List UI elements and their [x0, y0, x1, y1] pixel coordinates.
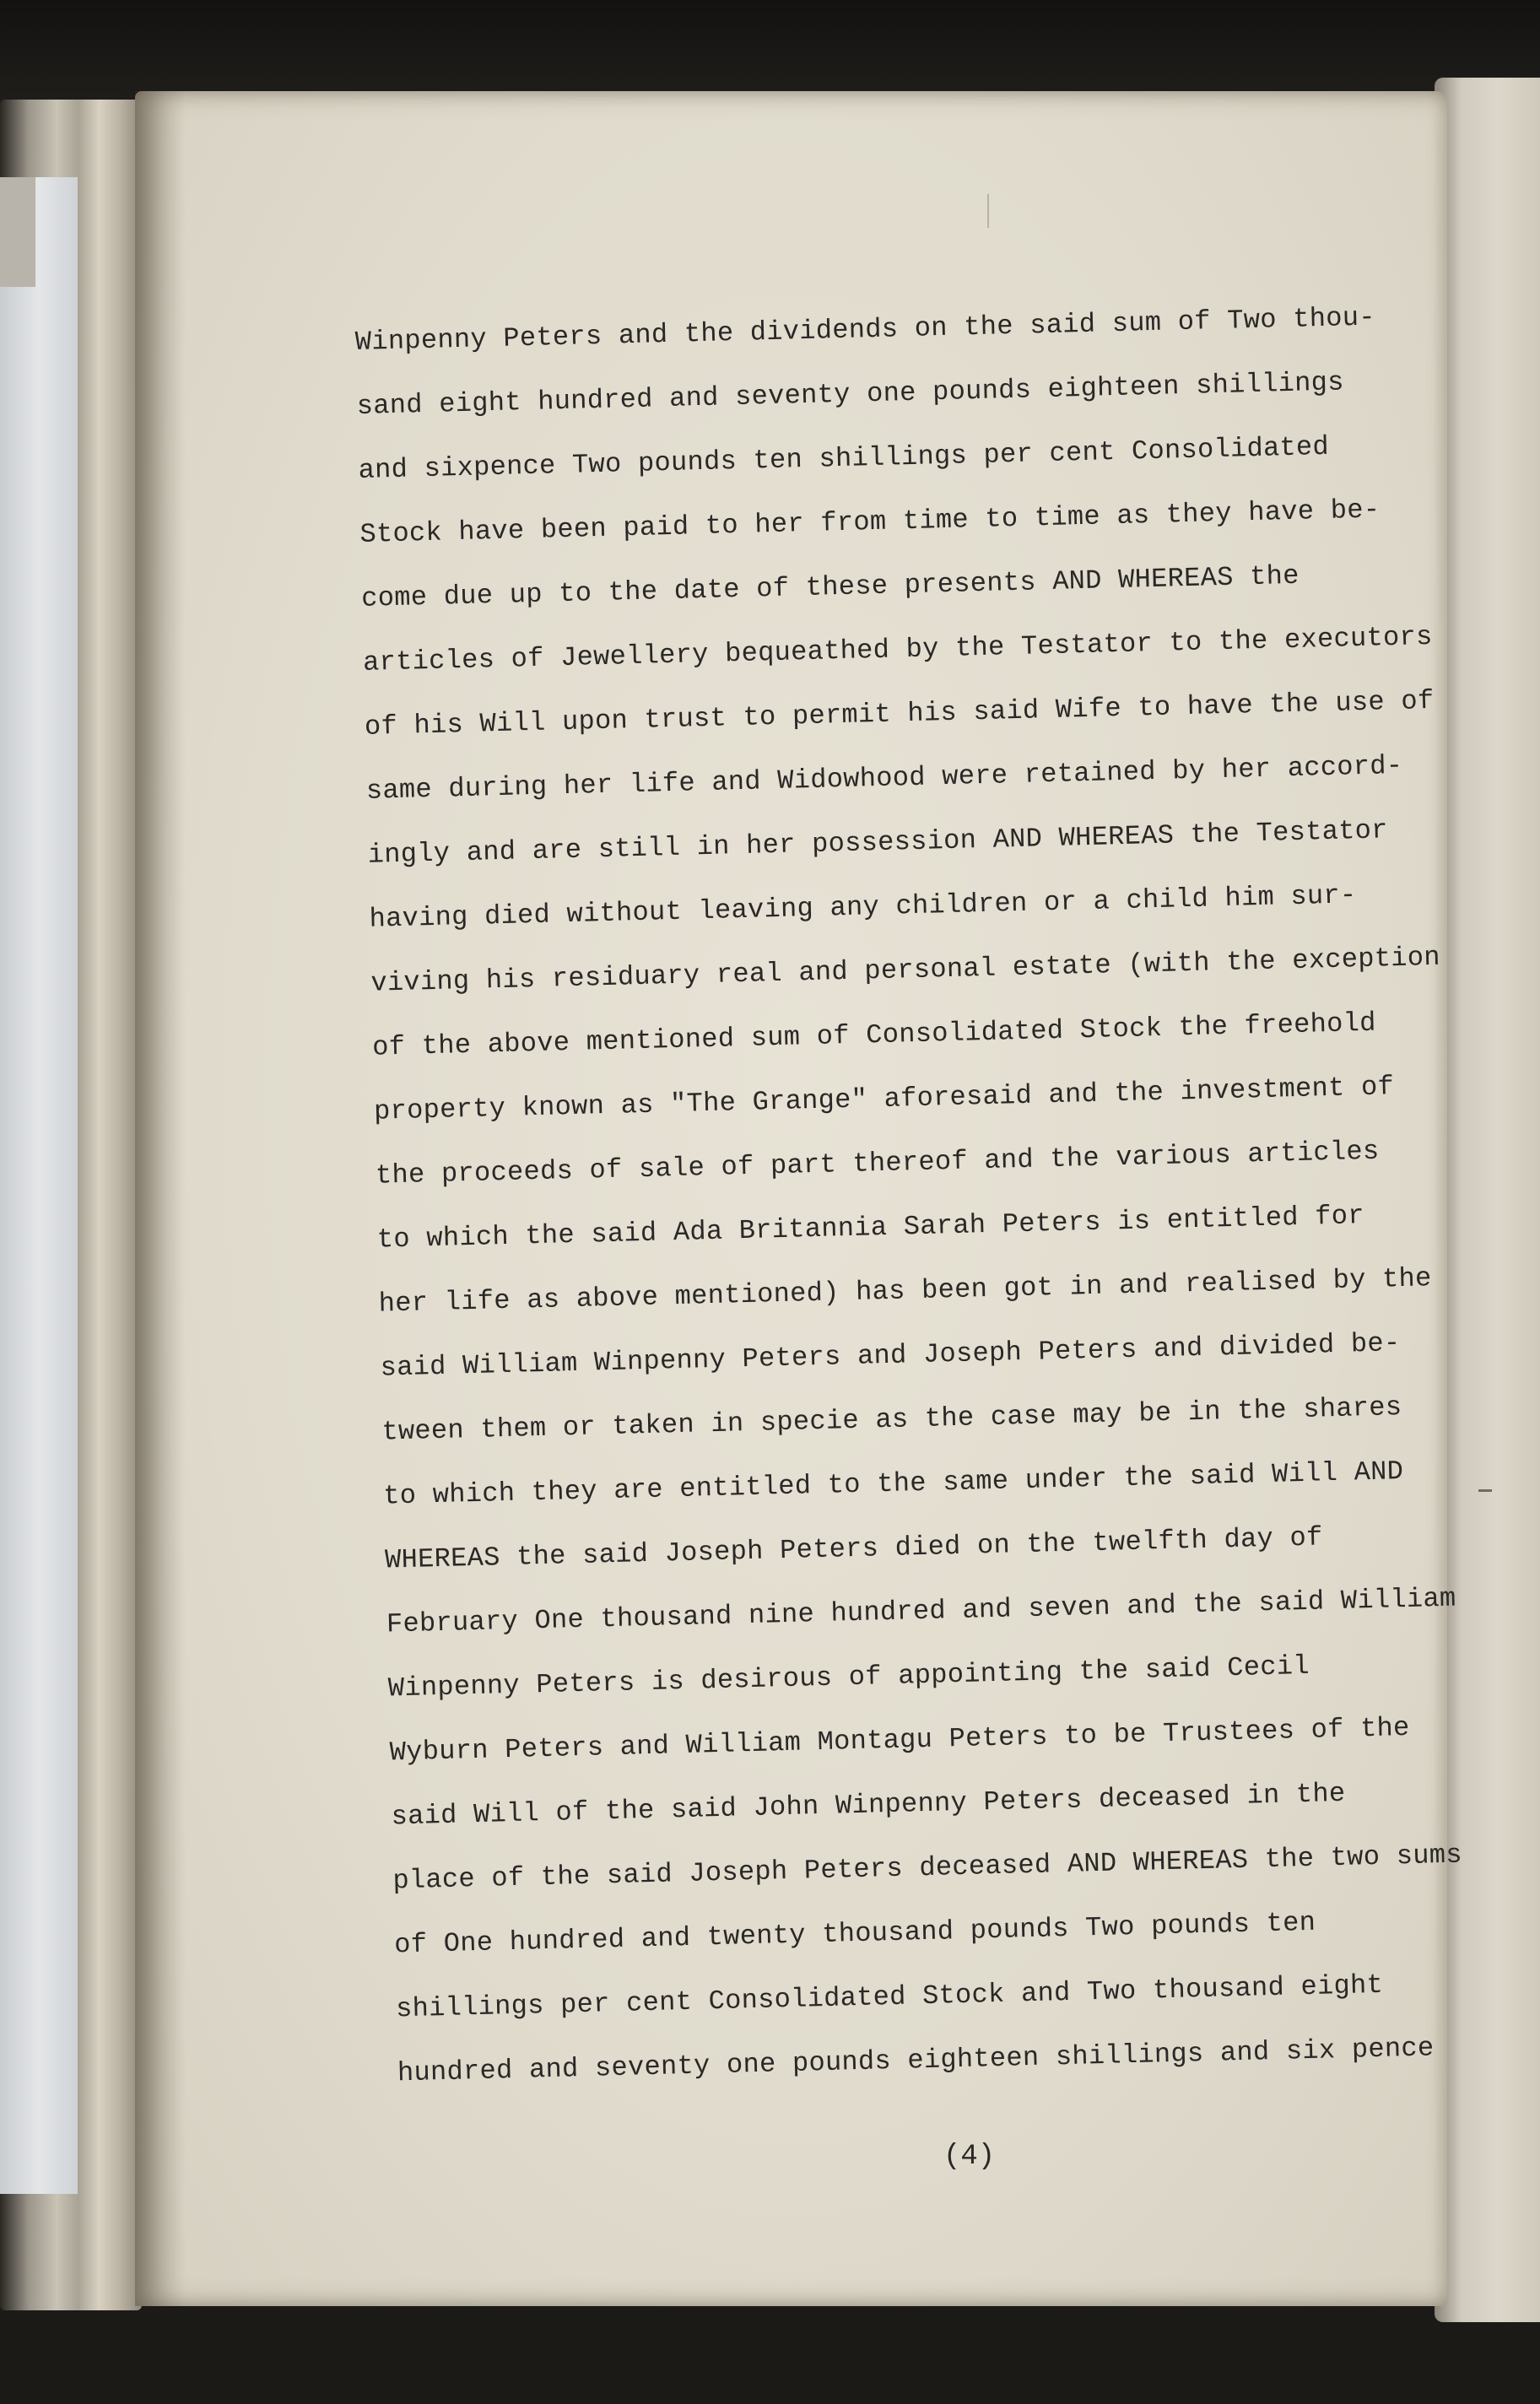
margin-dash [1478, 1489, 1492, 1492]
text-line: tween them or taken in specie as the case may be in the shares [381, 1391, 1402, 1448]
text-line: said Will of the said John Winpenny Peters deceased in the [391, 1777, 1346, 1833]
text-line: shillings per cent Consolidated Stock and Two thousand eight [395, 1969, 1384, 2025]
text-line: Stock have been paid to her from time to time as they have be- [359, 494, 1381, 550]
text-line: said William Winpenny Peters and Joseph Peters and divided be- [380, 1327, 1401, 1384]
text-line: property known as "The Grange" aforesaid and the investment of [373, 1071, 1395, 1127]
text-line: hundred and seventy one pounds eighteen shillings and six pence [397, 2032, 1435, 2089]
text-line: of the above mentioned sum of Consolidated Stock the freehold [371, 1007, 1377, 1063]
text-line: her life as above mentioned) has been got in and realised by the [378, 1262, 1433, 1320]
text-line: February One thousand nine hundred and seven and the said William [386, 1582, 1456, 1640]
binding-tab [0, 177, 35, 287]
page-mark [987, 194, 989, 228]
text-line: articles of Jewellery bequeathed by the Testator to the executors [362, 620, 1433, 678]
text-line: having died without leaving any children or a child him sur- [369, 879, 1357, 935]
text-line: Winpenny Peters is desirous of appointing the said Cecil [387, 1650, 1310, 1704]
gutter-shadow [135, 91, 186, 2306]
text-line: ingly and are still in her possession AND WHEREAS the Testator [367, 814, 1389, 871]
text-line: and sixpence Two pounds ten shillings per cent Consolidated [358, 430, 1330, 486]
text-line: Wyburn Peters and William Montagu Peters to be Trustees of the [389, 1711, 1411, 1769]
text-line: viving his residuary real and personal estate (with the exception [370, 941, 1441, 999]
text-line: of his Will upon trust to permit his said Wife to have the use of [364, 684, 1435, 743]
binding-cloth [0, 177, 78, 2194]
text-line: place of the said Joseph Peters deceased AND WHEREAS the two sums [392, 1839, 1463, 1897]
text-line: to which the said Ada Britannia Sarah Peters is entitled for [376, 1200, 1365, 1256]
text-line: WHEREAS the said Joseph Peters died on the twelfth day of [384, 1521, 1324, 1576]
text-line: sand eight hundred and seventy one pounds eighteen shillings [356, 366, 1345, 422]
text-line: of One hundred and twenty thousand pounds Two pounds ten [393, 1906, 1316, 1961]
text-line: same during her life and Widowhood were retained by her accord- [365, 749, 1403, 807]
text-line: the proceeds of sale of part thereof and the various articles [375, 1135, 1380, 1191]
text-line: Winpenny Peters and the dividends on the said sum of Two thou- [354, 301, 1376, 358]
document-body [354, 284, 1487, 2105]
text-line: come due up to the date of these presents AND WHEREAS the [360, 559, 1300, 614]
text-line: to which they are entitled to the same under the said Will AND [382, 1456, 1404, 1512]
page-number: (4) [943, 2141, 996, 2173]
